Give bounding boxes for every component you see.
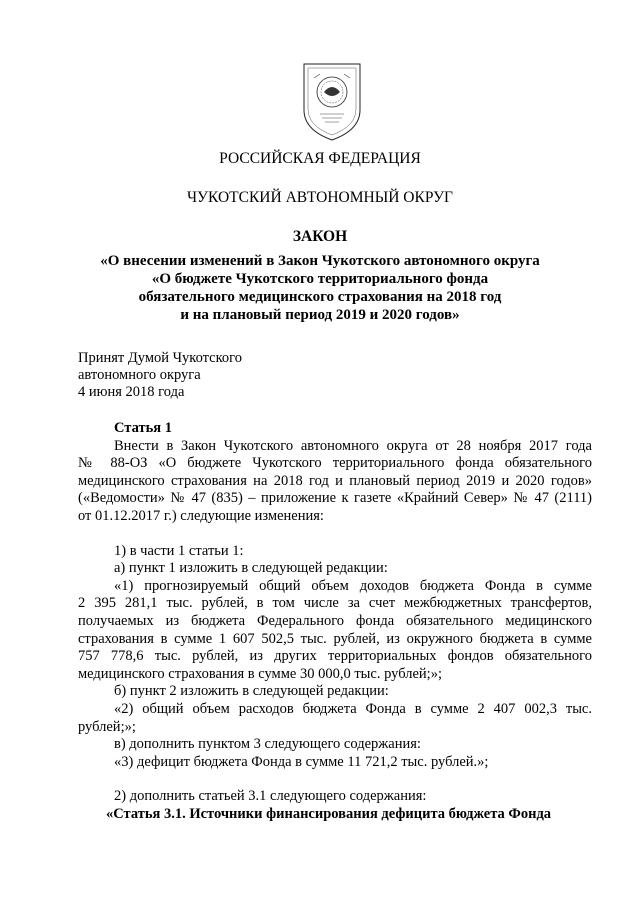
country-heading: РОССИЙСКАЯ ФЕДЕРАЦИЯ [219,150,421,167]
law-title-line: и на плановый период 2019 и 2020 годов» [180,307,460,323]
item-1a-line: 2 395 281,1 тыс. рублей, в том числе за счет межбюджетных трансфертов, [78,595,592,612]
item-1a-line: медицинского страхования в сумме 30 000,0 тыс. рублей;»; [78,665,442,682]
item-2-title: 2) дополнить статьей 3.1 следующего содержания: [114,788,427,805]
article-intro-line: («Ведомости» № 47 (835) – приложение к газете «Крайний Север» № 47 (2111) [78,490,592,507]
item-1b-line: рублей;»; [78,718,136,735]
article-1-heading: Статья 1 [114,420,172,436]
article-intro-line: № 88-ОЗ «О бюджете Чукотского территориального фонда обязательного [78,455,592,472]
item-1a-line: 757 778,6 тыс. рублей, из других территориальных фондов обязательного [78,648,592,665]
law-title [0,252,640,324]
item-1b-line: «2) общий объем расходов бюджета Фонда в сумме 2 407 002,3 тыс. [114,700,592,717]
law-title-line: «О внесении изменений в Закон Чукотского автономного округа [100,253,540,269]
item-1b-title: б) пункт 2 изложить в следующей редакции: [114,683,389,700]
law-title-line: обязательного медицинского страхования на 2018 год [138,289,502,305]
law-title-line: «О бюджете Чукотского территориального фонда [151,271,489,287]
item-1c-line: «3) дефицит бюджета Фонда в сумме 11 721,2 тыс. рублей.»; [114,753,489,770]
item-1-title: 1) в части 1 статьи 1: [114,542,244,559]
article-intro-line: медицинского страхования на 2018 год и плановый период 2019 и 2020 годов» [78,472,592,489]
adoption-date: 4 июня 2018 года [78,384,185,400]
item-1a-title: а) пункт 1 изложить в следующей редакции: [114,560,388,577]
article-intro-line: Внести в Закон Чукотского автономного округа от 28 ноября 2017 года [114,437,592,454]
region-heading: ЧУКОТСКИЙ АВТОНОМНЫЙ ОКРУГ [186,189,454,206]
item-1c-title: в) дополнить пунктом 3 следующего содержания: [114,736,421,753]
article-3-1-heading: «Статья 3.1. Источники финансирования дефицита бюджета Фонда [106,805,552,822]
item-1a-line: «1) прогнозируемый общий объем доходов бюджета Фонда в сумме [114,577,592,594]
article-1 [78,420,592,823]
coat-of-arms-icon [296,58,368,144]
item-1a-line: страхования в сумме 1 607 502,5 тыс. рублей, из окружного бюджета в сумме [78,630,592,647]
adoption-line: Принят Думой Чукотского [78,350,243,366]
article-intro-line: от 01.12.2017 г.) следующие изменения: [78,507,324,524]
adoption-line: автономного округа [78,367,201,383]
document-type: ЗАКОН [292,228,348,245]
adoption-info [78,350,242,401]
item-1a-line: получаемых из бюджета Федерального фонда обязательного медицинского [78,612,592,629]
